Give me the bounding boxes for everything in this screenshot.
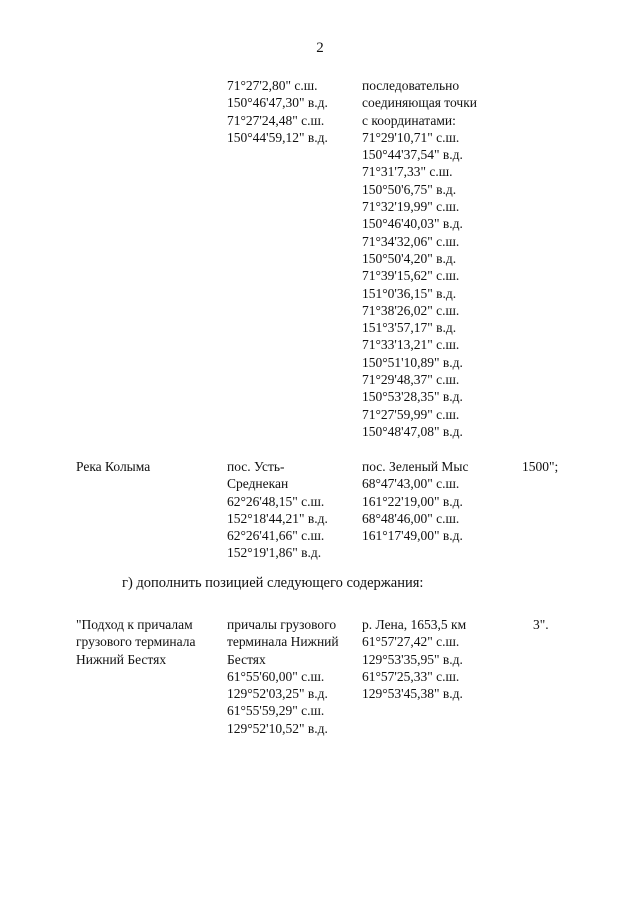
coordinate-line: 71°34'32,06" с.ш.: [362, 233, 460, 249]
text-line: пос. Зеленый Мыс: [362, 459, 469, 474]
text-line: пос. Усть-: [227, 459, 285, 474]
coordinate-line: 152°19'1,86" в.д.: [227, 545, 322, 561]
coordinate-line: 129°53'35,95" в.д.: [362, 651, 463, 667]
text-line: Нижний Бестях: [76, 651, 167, 667]
text-line: последовательно: [362, 78, 460, 93]
kolyma-end: [362, 458, 469, 544]
value-text: 1500";: [522, 459, 559, 474]
continuation-end-points: [362, 77, 477, 440]
text-line: Среднекан: [227, 476, 289, 492]
coordinate-line: 152°18'44,21" в.д.: [227, 510, 328, 526]
coordinate-line: 68°48'46,00" с.ш.: [362, 510, 460, 526]
coordinate-line: 71°29'48,37" с.ш.: [362, 372, 460, 388]
bestyakh-start: [227, 616, 339, 737]
coordinate-line: 71°29'10,71" с.ш.: [362, 129, 460, 145]
kolyma-name: [76, 458, 150, 475]
continuation-start-coordinates: [227, 77, 328, 146]
text-line: р. Лена, 1653,5 км: [362, 617, 467, 632]
coordinate-line: 129°53'45,38" в.д.: [362, 686, 463, 702]
bestyakh-name: [76, 616, 196, 668]
coordinate-line: 71°32'19,99" с.ш.: [362, 199, 460, 215]
coordinate-line: 61°57'27,42" с.ш.: [362, 634, 460, 650]
coordinate-line: 150°44'37,54" в.д.: [362, 147, 463, 163]
bestyakh-end: [362, 616, 466, 702]
coordinate-line: 161°17'49,00" в.д.: [362, 528, 463, 544]
kolyma-start: [227, 458, 328, 562]
coordinate-line: 71°27'2,80" с.ш.: [227, 78, 318, 93]
bestyakh-value: [533, 616, 549, 633]
section-name: Река Колыма: [76, 459, 151, 474]
coordinate-line: 150°51'10,89" в.д.: [362, 354, 463, 370]
coordinate-line: 150°46'40,03" в.д.: [362, 216, 463, 232]
coordinate-line: 150°44'59,12" в.д.: [227, 129, 328, 145]
text-line: причалы грузового: [227, 617, 337, 632]
coordinate-line: 150°46'47,30" в.д.: [227, 95, 328, 111]
page-number: 2: [316, 40, 324, 56]
coordinate-line: 129°52'03,25" в.д.: [227, 686, 328, 702]
coordinate-line: 151°0'36,15" в.д.: [362, 285, 457, 301]
coordinate-line: 71°38'26,02" с.ш.: [362, 302, 460, 318]
value-text: 3".: [533, 617, 549, 632]
coordinate-line: 129°52'10,52" в.д.: [227, 720, 328, 736]
coordinate-line: 150°50'4,20" в.д.: [362, 250, 457, 266]
coordinate-line: 61°57'25,33" с.ш.: [362, 668, 460, 684]
coordinate-line: 150°48'47,08" в.д.: [362, 423, 463, 439]
text-line: грузового терминала: [76, 634, 196, 650]
coordinate-line: 62°26'41,66" с.ш.: [227, 528, 325, 544]
coordinate-line: 61°55'60,00" с.ш.: [227, 668, 325, 684]
text-line: "Подход к причалам: [76, 617, 193, 632]
text-line: с координатами:: [362, 112, 456, 128]
kolyma-value: [522, 458, 558, 475]
coordinate-line: 71°27'59,99" с.ш.: [362, 406, 460, 422]
coordinate-line: 71°27'24,48" с.ш.: [227, 112, 325, 128]
coordinate-line: 150°50'6,75" в.д.: [362, 181, 457, 197]
coordinate-line: 71°39'15,62" с.ш.: [362, 268, 460, 284]
instruction-text: г) дополнить позицией следующего содержания:: [122, 575, 424, 591]
coordinate-line: 62°26'48,15" с.ш.: [227, 493, 325, 509]
coordinate-line: 71°31'7,33" с.ш.: [362, 164, 453, 180]
text-line: терминала Нижний: [227, 634, 339, 650]
text-line: Бестях: [227, 651, 266, 667]
coordinate-line: 151°3'57,17" в.д.: [362, 320, 457, 336]
text-line: соединяющая точки: [362, 95, 478, 111]
coordinate-line: 150°53'28,35" в.д.: [362, 389, 463, 405]
coordinate-line: 161°22'19,00" в.д.: [362, 493, 463, 509]
coordinate-line: 71°33'13,21" с.ш.: [362, 337, 460, 353]
coordinate-line: 68°47'43,00" с.ш.: [362, 476, 460, 492]
coordinate-line: 61°55'59,29" с.ш.: [227, 703, 325, 719]
